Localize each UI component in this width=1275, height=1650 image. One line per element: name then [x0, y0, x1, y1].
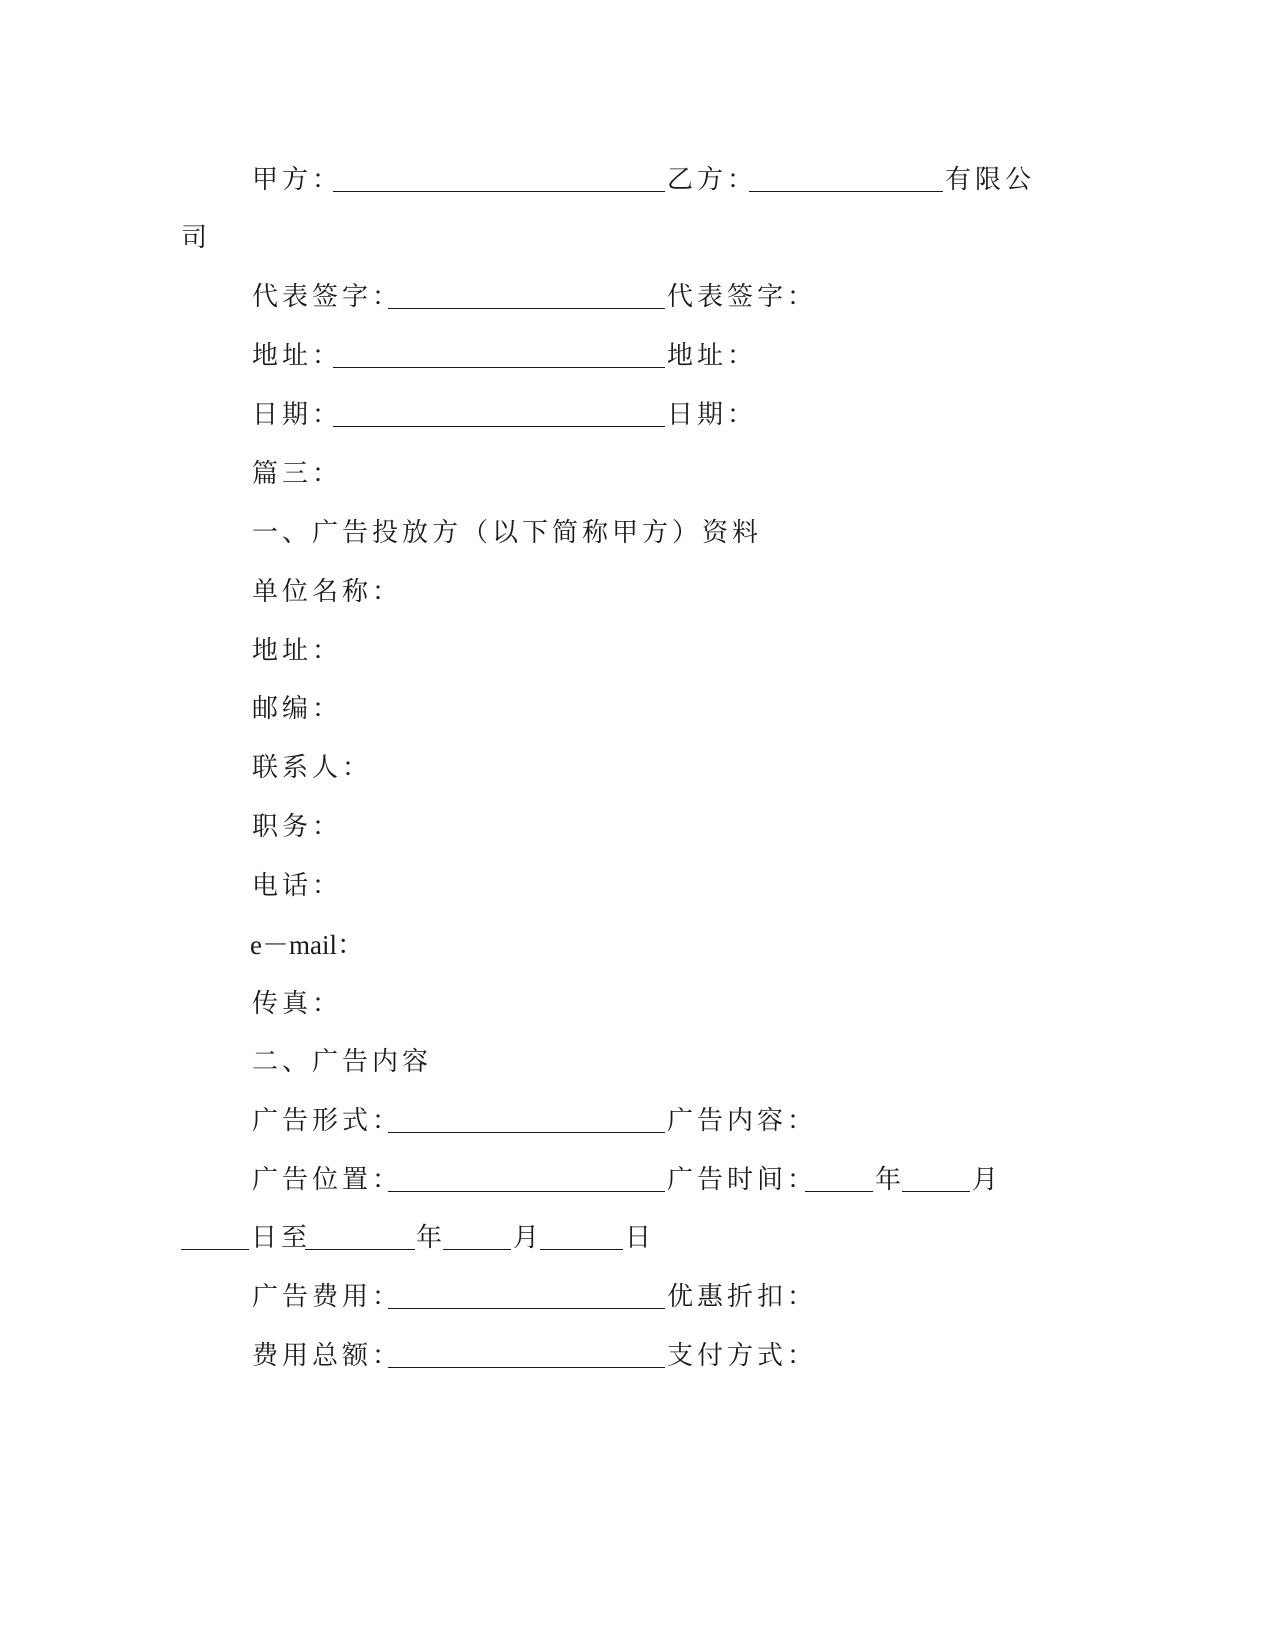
advertiser-heading: 一、广告投放方（以下简称甲方）资料: [252, 518, 763, 548]
party-b-blank: [749, 191, 943, 192]
ad-time-year: 年: [875, 1165, 906, 1195]
field-postcode: 邮编：: [252, 694, 343, 724]
ad-time-end-month: 月: [513, 1223, 544, 1253]
ad-content-label: 广告内容：: [667, 1106, 818, 1136]
ad-time-end-day-blank: [540, 1249, 623, 1250]
payment-label: 支付方式：: [667, 1341, 818, 1371]
rep-sign-b-label: 代表签字：: [667, 282, 818, 312]
field-phone: 电话：: [252, 871, 343, 901]
company-suffix: 有限公: [945, 165, 1036, 195]
ad-form-label: 广告形式：: [252, 1106, 403, 1136]
ad-fee-blank: [388, 1308, 665, 1309]
field-fax: 传真：: [252, 989, 343, 1019]
ad-time-month: 月: [972, 1165, 1003, 1195]
ad-time-end-month-blank: [443, 1249, 511, 1250]
ad-time-year-blank: [805, 1191, 873, 1192]
discount-label: 优惠折扣：: [667, 1282, 818, 1312]
field-email: e－mail：: [250, 930, 364, 960]
address-a-label: 地址：: [252, 341, 343, 371]
rep-sign-a-label: 代表签字：: [252, 282, 403, 312]
total-label: 费用总额：: [252, 1341, 403, 1371]
party-a-label: 甲方：: [252, 165, 343, 195]
ad-fee-label: 广告费用：: [252, 1282, 403, 1312]
ad-time-day-to: 日至: [251, 1223, 312, 1253]
ad-time-end-day: 日: [625, 1223, 656, 1253]
section-title: 篇三：: [252, 459, 343, 489]
ad-position-blank: [388, 1191, 665, 1192]
ad-position-label: 广告位置：: [252, 1165, 403, 1195]
total-blank: [388, 1367, 665, 1368]
ad-time-end-year: 年: [416, 1223, 447, 1253]
party-a-blank: [333, 191, 665, 192]
ad-time-day-blank: [181, 1249, 249, 1250]
date-b-label: 日期：: [667, 400, 758, 430]
date-a-blank: [333, 426, 665, 427]
address-a-blank: [333, 367, 665, 368]
ad-time-end-year-blank: [305, 1249, 415, 1250]
field-unit-name: 单位名称：: [252, 577, 403, 607]
ad-form-blank: [388, 1132, 665, 1133]
field-address: 地址：: [252, 636, 343, 666]
date-a-label: 日期：: [252, 400, 343, 430]
ad-time-label: 广告时间：: [667, 1165, 818, 1195]
company-suffix-wrap: 司: [181, 223, 212, 253]
field-position: 职务：: [252, 812, 343, 842]
party-b-label: 乙方：: [667, 165, 758, 195]
ad-content-heading: 二、广告内容: [252, 1047, 433, 1077]
address-b-label: 地址：: [667, 341, 758, 371]
ad-time-month-blank: [902, 1191, 970, 1192]
rep-sign-a-blank: [388, 308, 665, 309]
field-contact: 联系人：: [252, 753, 373, 783]
